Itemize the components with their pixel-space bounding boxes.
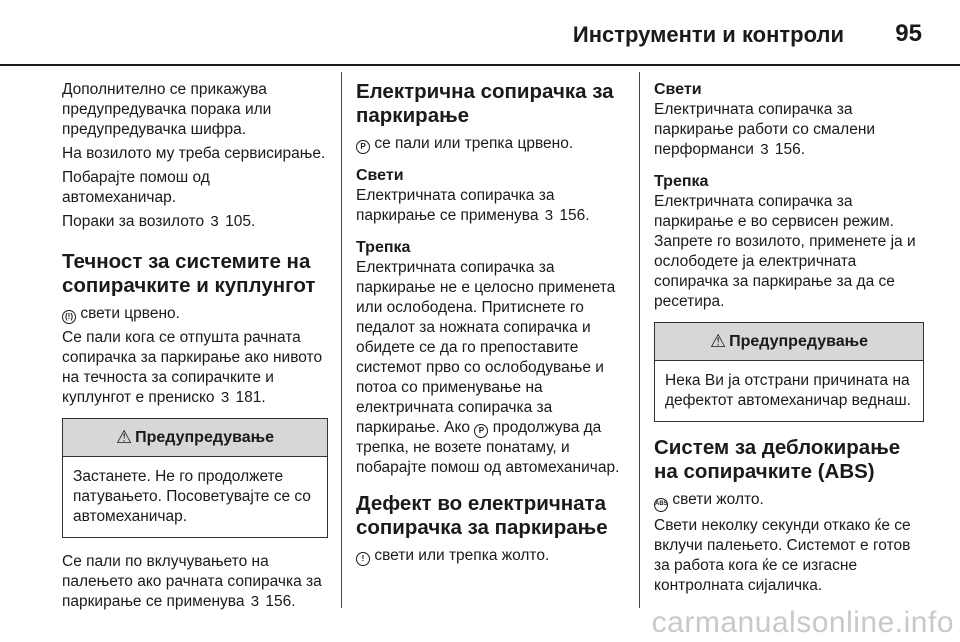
page-ref-link[interactable]: 105. [225, 213, 256, 230]
paragraph-text: се пали или трепка црвено. [374, 135, 574, 152]
page-ref-arrow-icon: 3 [760, 141, 769, 158]
paragraph: Побарајте помош од автомеханичар. [62, 169, 210, 206]
warning-triangle-icon: ⚠ [115, 427, 133, 447]
warning-box [62, 418, 328, 538]
brake-warning-icon: (!) [62, 310, 76, 324]
column-divider [341, 72, 342, 608]
section-heading-abs: Систем за деблокирање на сопирачките (ABS) [654, 436, 901, 483]
page-ref-arrow-icon: 3 [210, 213, 219, 230]
paragraph-text: свети жолто. [672, 491, 764, 508]
column-divider [639, 72, 640, 608]
page-number: 95 [895, 20, 922, 47]
paragraph [62, 328, 328, 408]
paragraph [356, 186, 626, 226]
paragraph [654, 490, 924, 512]
page-ref-link[interactable]: 156. [774, 141, 806, 158]
paragraph [356, 258, 626, 478]
page-ref-link[interactable]: 156. [559, 207, 590, 224]
page-header-title: Инструменти и контроли [572, 22, 844, 47]
section-heading-epb-fault: Дефект во електричната сопирачка за паркирање [356, 492, 608, 539]
parking-brake-icon: P [356, 140, 370, 154]
paragraph-text: свети црвено. [80, 305, 180, 322]
warning-box-header [63, 419, 327, 457]
page-ref-arrow-icon: 3 [220, 389, 230, 406]
paragraph [62, 304, 328, 324]
subheading-lit: Свети [654, 81, 702, 98]
paragraph [654, 100, 924, 160]
paragraph: Електричната сопирачка за паркирање е во сервисен режим. Запрете го возилото, применете ја и ослободете ја електричната сопирачка за паркирање за да се ресетира. [654, 193, 916, 310]
warning-title: Предупредување [135, 428, 275, 446]
paragraph-text: продолжува да трепка, не возете понатаму, и побарајте помош од автомеханичар. [356, 419, 620, 476]
paragraph [62, 552, 328, 612]
page-ref-arrow-icon: 3 [544, 207, 554, 224]
page-ref-link[interactable]: 181. [235, 389, 266, 406]
paragraph-text: Електричната сопирачка за паркирање работи со смалени перформанси [654, 101, 876, 158]
paragraph-text: Електричната сопирачка за паркирање се применува [356, 187, 555, 224]
paragraph-text: Електричната сопирачка за паркирање не е целосно применета или ослободена. Притиснете го педалот за ножната сопирачка и обидете се да го препоставите системот прво со ослободување и потоа со применување на електричната сопирачка за паркирање. Ако [356, 259, 616, 436]
warning-triangle-icon: ⚠ [709, 331, 727, 351]
abs-warning-icon: ABS [654, 498, 668, 512]
page-ref-link[interactable]: 156. [265, 593, 296, 610]
paragraph: На возилото му треба сервисирање. [62, 145, 326, 162]
page-ref-arrow-icon: 3 [250, 593, 260, 610]
warning-box [654, 322, 924, 422]
warning-body: Нека Ви ја отстрани причината на дефектот автомеханичар веднаш. [665, 372, 911, 409]
subheading-flashing: Трепка [356, 239, 411, 256]
section-heading-brake-fluid: Течност за системите на сопирачките и куплунгот [62, 250, 316, 297]
paragraph [356, 546, 626, 566]
subheading-lit: Свети [356, 167, 404, 184]
paragraph: Дополнително се прикажува предупредувачка порака или предупредувачка шифра. [62, 81, 272, 138]
paragraph [356, 134, 626, 154]
paragraph-text: Пораки за возилото [62, 213, 205, 230]
watermark: carmanualsonline.info [651, 606, 954, 639]
paragraph-text: Се пали кога се отпушта рачната сопирачка за паркирање ако нивото на течноста за сопирачките и куплунгот е прениско [62, 329, 323, 406]
parking-brake-icon: P [474, 424, 488, 438]
column-left [62, 80, 328, 616]
subheading-flashing: Трепка [654, 173, 709, 190]
section-heading-electric-parking-brake: Електрична сопирачка за паркирање [356, 80, 614, 127]
warning-title: Предупредување [729, 332, 869, 350]
warning-box-header [655, 323, 923, 361]
column-middle [356, 80, 626, 570]
paragraph [62, 212, 328, 232]
column-right [654, 80, 924, 600]
service-wrench-icon: ! [356, 552, 370, 566]
warning-body: Застанете. Не го продолжете патувањето. Посоветувајте се со автомеханичар. [73, 468, 311, 525]
header-divider [0, 64, 960, 66]
paragraph-text: Се пали по вклучувањето на палењето ако рачната сопирачка за паркирање се применува [62, 553, 322, 610]
paragraph: Свети неколку секунди откако ќе се вклучи палењето. Системот е готов за работа кога ќе се изгасне контролната сијаличка. [654, 517, 911, 594]
paragraph-text: свети или трепка жолто. [374, 547, 550, 564]
